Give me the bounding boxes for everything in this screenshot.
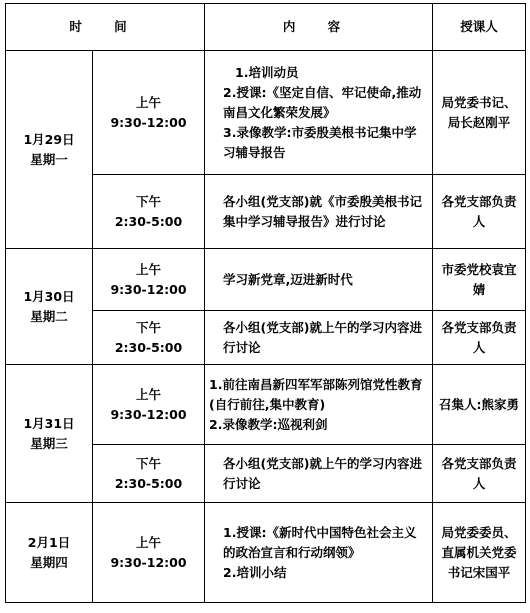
content-line: 1.培训动员 (235, 64, 299, 80)
session-content-cell (205, 445, 433, 503)
day-cell (6, 51, 93, 249)
header-time: 时 间 (6, 4, 205, 51)
header-row (6, 4, 526, 51)
content-line: 3.录像教学:市委殷美根书记集中学习辅导报告 (223, 124, 417, 160)
session-teacher-cell: 召集人:熊家勇 (433, 365, 526, 445)
session-content-cell (205, 249, 433, 311)
day-cell (6, 365, 93, 503)
session-content-cell (205, 51, 433, 175)
session-time: 2:30-5:00 (114, 475, 183, 491)
session-time: 9:30-12:00 (110, 281, 187, 297)
session-period: 下午 (136, 455, 162, 471)
session-period: 下午 (136, 319, 162, 335)
table-row (6, 503, 526, 603)
header-content: 内 容 (205, 4, 433, 51)
session-time-cell (93, 445, 205, 503)
session-time-cell (93, 51, 205, 175)
session-teacher-cell: 局党委书记、局长赵刚平 (433, 51, 526, 175)
day-weekday: 星期三 (30, 435, 68, 451)
day-date: 1月29日 (23, 131, 75, 147)
session-time: 9:30-12:00 (110, 554, 187, 570)
session-period: 上午 (136, 261, 162, 277)
content-line: 2.录像教学:巡视利剑 (209, 416, 328, 432)
session-content-cell (205, 175, 433, 249)
session-teacher-cell: 各党支部负责人 (433, 311, 526, 365)
table-row (6, 249, 526, 311)
content-line: 2.授课:《坚定自信、牢记使命,推动南昌文化繁荣发展》 (223, 84, 422, 120)
session-time: 2:30-5:00 (114, 213, 183, 229)
day-cell (6, 503, 93, 603)
content-line: 各小组(党支部)就上午的学习内容进行讨论 (223, 319, 422, 355)
session-content-cell (205, 311, 433, 365)
session-time-cell (93, 365, 205, 445)
session-content-cell (205, 503, 433, 603)
training-schedule-table (5, 3, 526, 603)
session-teacher-cell: 各党支部负责人 (433, 175, 526, 249)
session-content-cell (205, 365, 433, 445)
table-row (6, 365, 526, 445)
day-weekday: 星期四 (30, 554, 68, 570)
session-teacher-cell: 局党委委员、直属机关党委书记宋国平 (433, 503, 526, 603)
session-time-cell (93, 249, 205, 311)
content-line: 学习新党章,迈进新时代 (223, 271, 353, 287)
session-time: 9:30-12:00 (110, 114, 187, 130)
session-period: 上午 (136, 534, 162, 550)
day-weekday: 星期一 (30, 151, 68, 167)
day-date: 1月30日 (23, 288, 75, 304)
content-line: 各小组(党支部)就《市委殷美根书记集中学习辅导报告》进行讨论 (223, 193, 422, 229)
day-weekday: 星期二 (30, 308, 68, 324)
header-teacher: 授课人 (433, 4, 526, 51)
day-cell (6, 249, 93, 365)
session-period: 上午 (136, 94, 162, 110)
session-teacher-cell: 各党支部负责人 (433, 445, 526, 503)
session-period: 下午 (136, 193, 162, 209)
session-time: 9:30-12:00 (110, 406, 187, 422)
day-date: 1月31日 (23, 415, 75, 431)
content-line: 1.前往南昌新四军军部陈列馆党性教育(自行前往,集中教育) (209, 376, 423, 412)
content-line: 1.授课:《新时代中国特色社会主义的政治宣言和行动纲领》 (223, 524, 417, 560)
session-teacher-cell: 市委党校袁宜婧 (433, 249, 526, 311)
session-time-cell (93, 175, 205, 249)
session-time-cell (93, 503, 205, 603)
session-time-cell (93, 311, 205, 365)
session-time: 2:30-5:00 (114, 339, 183, 355)
table-row (6, 51, 526, 175)
content-line: 2.培训小结 (223, 564, 287, 580)
day-date: 2月1日 (27, 534, 71, 550)
session-period: 上午 (136, 386, 162, 402)
content-line: 各小组(党支部)就上午的学习内容进行讨论 (223, 455, 422, 491)
